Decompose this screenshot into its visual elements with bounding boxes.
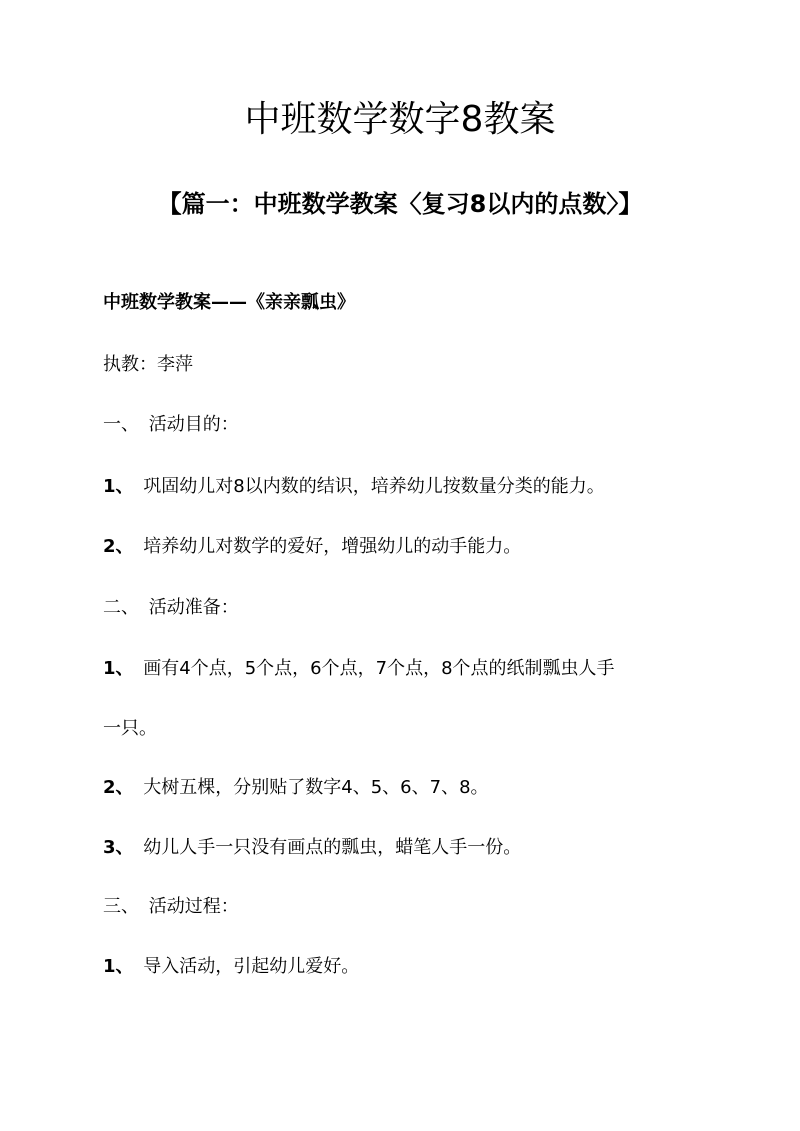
item-number: 2、 xyxy=(103,777,134,798)
item-text: 幼儿人手一只没有画点的瓢虫，蜡笔人手一份。 xyxy=(143,837,522,858)
section-heading-text: 活动准备： xyxy=(148,597,239,618)
section-heading-goals xyxy=(103,410,723,440)
section-heading-text: 活动目的： xyxy=(148,414,239,435)
section-heading-process xyxy=(103,892,723,922)
item-text: 画有4个点，5个点，6个点，7个点，8个点的纸制瓢虫人手 xyxy=(143,658,615,679)
item-number: 1、 xyxy=(103,956,134,977)
document-subtitle: 【篇一：中班数学教案〈复习8以内的点数〉】 xyxy=(157,190,643,218)
teacher-line-text: 执教：李萍 xyxy=(103,354,193,375)
document-title: 中班数学数字8教案 xyxy=(244,99,556,140)
lesson-name-text: 中班数学教案——《亲亲瓢虫》 xyxy=(103,292,355,313)
item-number: 1、 xyxy=(103,658,134,679)
list-item xyxy=(103,532,723,562)
list-item xyxy=(103,472,723,502)
item-number: 2、 xyxy=(103,536,134,557)
list-item xyxy=(103,833,723,863)
section-number: 二、 xyxy=(103,597,139,618)
section-number: 一、 xyxy=(103,414,139,435)
lesson-name xyxy=(103,288,723,318)
item-text: 巩固幼儿对8以内数的结识，培养幼儿按数量分类的能力。 xyxy=(143,476,605,497)
item-number: 1、 xyxy=(103,476,134,497)
section-number: 三、 xyxy=(103,896,139,917)
teacher-line xyxy=(103,350,723,380)
list-item xyxy=(103,654,723,684)
item-text: 导入活动，引起幼儿爱好。 xyxy=(143,956,360,977)
item-text: 大树五棵，分别贴了数字4、5、6、7、8。 xyxy=(143,777,489,798)
section-heading-preparation xyxy=(103,593,723,623)
item-text: 一只。 xyxy=(103,718,157,739)
item-text: 培养幼儿对数学的爱好，增强幼儿的动手能力。 xyxy=(143,536,522,557)
list-item xyxy=(103,773,723,803)
list-item-continuation xyxy=(103,714,723,744)
section-heading-text: 活动过程： xyxy=(148,896,239,917)
list-item xyxy=(103,952,723,982)
item-number: 3、 xyxy=(103,837,134,858)
